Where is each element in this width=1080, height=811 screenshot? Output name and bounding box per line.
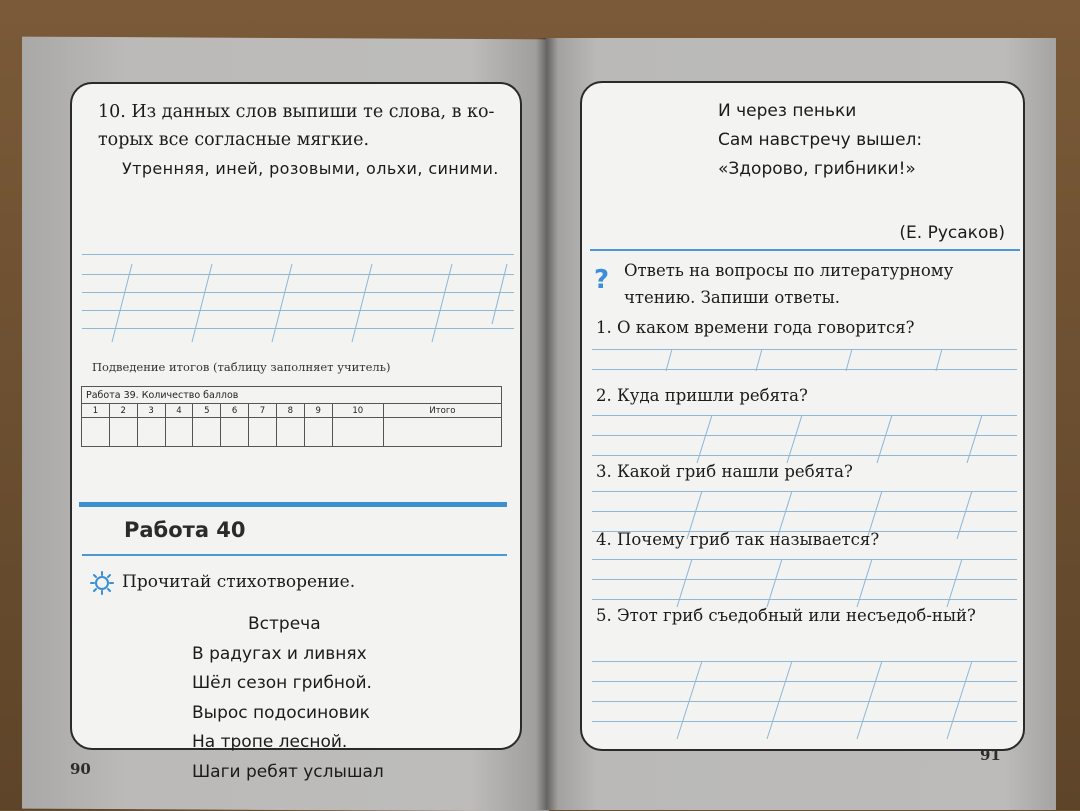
score-col: 4: [165, 404, 193, 418]
open-workbook: [18, 38, 1068, 810]
score-col: 9: [304, 404, 332, 418]
score-cell: [82, 418, 110, 447]
work-title: Работа 40: [124, 518, 246, 542]
read-instruction: Прочитай стихотворение.: [122, 572, 356, 592]
score-col: 3: [137, 404, 165, 418]
poem: [192, 610, 384, 787]
poem-line: Сам навстречу вышел:: [718, 130, 923, 150]
score-cell: [137, 418, 165, 447]
page-number-right: 91: [980, 746, 1001, 764]
book-gutter: [536, 38, 558, 810]
question-5: 5. Этот гриб съедобный или несъедоб-ный?: [596, 606, 976, 625]
sun-icon: [90, 571, 114, 595]
exercise-task-text: Из данных слов выпиши те слова, в ко-торых все согласные мягкие.: [98, 102, 495, 150]
questions-task: Ответь на вопросы по литературному чтению. Запиши ответы.: [624, 261, 954, 307]
answer-lines-1: [592, 349, 1017, 375]
poem-line: На тропе лесной.: [192, 732, 348, 752]
score-cell: [165, 418, 193, 447]
score-cell: [276, 418, 304, 447]
right-page-frame: [580, 81, 1025, 751]
score-cell: [249, 418, 277, 447]
score-col-total: Итого: [383, 404, 501, 418]
score-col: 10: [332, 404, 383, 418]
poem-line: В радугах и ливнях: [192, 643, 367, 664]
poem-line: «Здорово, грибники!»: [718, 159, 916, 179]
answer-lines-5: [592, 661, 1017, 741]
score-cell: [221, 418, 249, 447]
poem-line: Шёл сезон грибной.: [192, 673, 372, 693]
score-cell: [304, 418, 332, 447]
score-col: 6: [221, 404, 249, 418]
poem-continuation: [718, 97, 922, 184]
slant-guides: [82, 254, 512, 344]
exercise-words: Утренняя, иней, розовыми, ольхи, синими.: [122, 159, 499, 178]
answer-lines-4: [592, 559, 1017, 609]
question-icon: ?: [594, 265, 610, 295]
score-cell: [332, 418, 383, 447]
score-table-header: Работа 39. Количество баллов: [82, 387, 502, 404]
question-1: 1. О каком времени года говорится?: [596, 318, 915, 337]
score-col: 7: [249, 404, 277, 418]
poem-line: Шаги ребят услышал: [192, 761, 384, 782]
question-4: 4. Почему гриб так называется?: [596, 530, 880, 549]
exercise-10-task: [98, 98, 508, 154]
score-cell: [109, 418, 137, 447]
writing-lines-ex10: [82, 254, 514, 344]
score-col: 2: [109, 404, 137, 418]
title-rule: [82, 554, 507, 556]
question-2: 2. Куда пришли ребята?: [596, 386, 808, 405]
score-cell: [193, 418, 221, 447]
section-rule: [590, 249, 1020, 251]
answer-lines-2: [592, 415, 1017, 465]
score-col: 5: [193, 404, 221, 418]
section-divider: [79, 502, 507, 507]
score-table: [81, 386, 502, 447]
score-cell: [383, 418, 501, 447]
poem-title: Встреча: [248, 614, 321, 634]
exercise-number: 10.: [98, 102, 126, 122]
poem-line: И через пеньки: [718, 101, 857, 121]
poem-line: Вырос подосиновик: [192, 702, 370, 723]
poem-author: (Е. Русаков): [899, 223, 1005, 243]
question-3: 3. Какой гриб нашли ребята?: [596, 462, 853, 481]
summary-label: Подведение итогов (таблицу заполняет учитель): [92, 360, 391, 374]
page-number-left: 90: [70, 760, 91, 778]
score-col: 8: [276, 404, 304, 418]
score-col: 1: [82, 404, 110, 418]
